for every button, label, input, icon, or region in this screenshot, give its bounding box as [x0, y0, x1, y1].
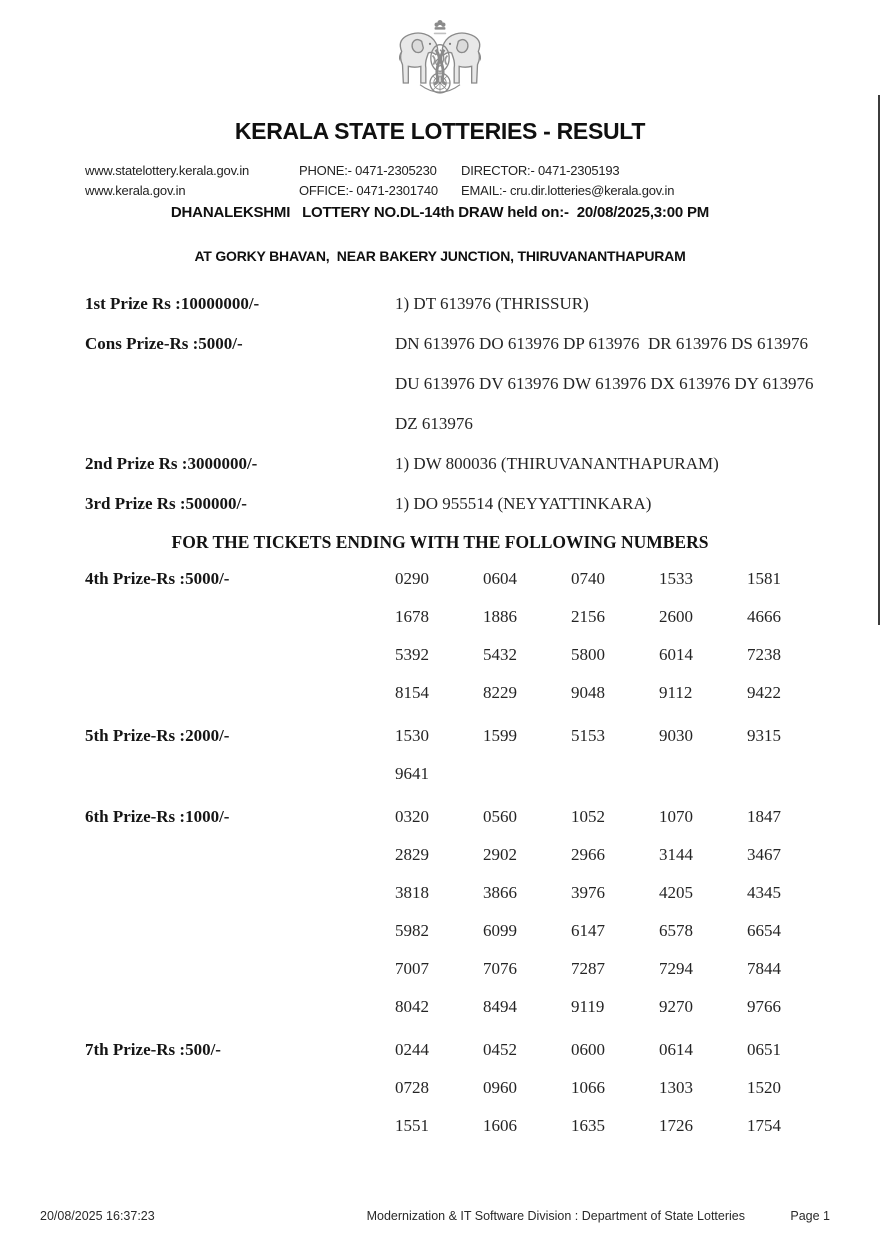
- ending-number: 3818: [395, 883, 429, 902]
- ending-number-list: [395, 569, 835, 589]
- ending-number: 1606: [483, 1116, 517, 1135]
- prize-winning-numbers: DZ 613976: [395, 414, 473, 433]
- ending-number: 5982: [395, 921, 429, 940]
- kerala-website-link[interactable]: www.kerala.gov.in: [85, 183, 186, 198]
- email-address[interactable]: EMAIL:- cru.dir.lotteries@kerala.gov.in: [461, 183, 675, 198]
- ending-prizes-section: [0, 560, 880, 1145]
- contact-row-2: [85, 181, 880, 201]
- ending-number: 1847: [747, 807, 781, 826]
- ending-number-list: [395, 921, 835, 941]
- ending-number: 8229: [483, 683, 517, 702]
- prize-label: 3rd Prize Rs :500000/-: [85, 494, 247, 513]
- contact-row-1: [85, 161, 880, 181]
- prize-winning-numbers: 1) DT 613976 (THRISSUR): [395, 294, 589, 313]
- ending-number: 0452: [483, 1040, 517, 1059]
- prize-label: 2nd Prize Rs :3000000/-: [85, 454, 258, 473]
- ending-number: 6654: [747, 921, 781, 940]
- prize-row: [85, 284, 880, 324]
- ending-prize-row: [85, 717, 880, 755]
- ending-number: 6099: [483, 921, 517, 940]
- ending-number: 9315: [747, 726, 781, 745]
- ending-number: 3467: [747, 845, 781, 864]
- ending-number: 0244: [395, 1040, 429, 1059]
- contact-block: [85, 161, 880, 201]
- ending-number: 1530: [395, 726, 429, 745]
- lion-capital-icon: [434, 20, 447, 34]
- ending-number: 1581: [747, 569, 781, 588]
- ending-number: 0560: [483, 807, 517, 826]
- prize-row: [85, 404, 880, 444]
- ending-number: 9030: [659, 726, 693, 745]
- ending-prize-row: [85, 755, 880, 793]
- ending-number: 1551: [395, 1116, 429, 1135]
- ending-prize-row: [85, 874, 880, 912]
- footer-division-text: Modernization & IT Software Division : Department of State Lotteries: [366, 1209, 745, 1223]
- ending-number: 1726: [659, 1116, 693, 1135]
- ending-number: 5800: [571, 645, 605, 664]
- ending-number: 1070: [659, 807, 693, 826]
- ending-number-list: [395, 883, 835, 903]
- ending-number-list: [395, 1040, 835, 1060]
- prize-row: [85, 364, 880, 404]
- footer-page-number: Page 1: [790, 1209, 830, 1223]
- ending-number-list: [395, 807, 835, 827]
- draw-title-line: DHANALEKSHMI LOTTERY NO.DL-14th DRAW held on:- 20/08/2025,3:00 PM: [170, 204, 710, 221]
- ending-number: 5432: [483, 645, 517, 664]
- ending-prize-row: [85, 674, 880, 712]
- ending-number: 9112: [659, 683, 693, 702]
- prize-winning-numbers: 1) DW 800036 (THIRUVANANTHAPURAM): [395, 454, 719, 473]
- prize-row: [85, 484, 880, 524]
- ending-number: 6014: [659, 645, 693, 664]
- ending-prize-row: [85, 836, 880, 874]
- ending-number-list: [395, 607, 835, 627]
- ending-number-list: [395, 1116, 835, 1136]
- ending-number: 9422: [747, 683, 781, 702]
- ending-number-list: [395, 683, 835, 703]
- top-prizes-section: [0, 284, 880, 524]
- ending-prize-group: [0, 798, 880, 1026]
- ending-number: 8494: [483, 997, 517, 1016]
- ending-number: 1520: [747, 1078, 781, 1097]
- ending-number: 8042: [395, 997, 429, 1016]
- prize-label: 4th Prize-Rs :5000/-: [85, 569, 230, 588]
- ending-number: 0600: [571, 1040, 605, 1059]
- ending-number: 1635: [571, 1116, 605, 1135]
- ending-number: 0604: [483, 569, 517, 588]
- ending-number: 0651: [747, 1040, 781, 1059]
- ending-prize-row: [85, 1107, 880, 1145]
- ending-number-list: [395, 845, 835, 865]
- kerala-government-emblem: [390, 8, 490, 108]
- ending-number: 6578: [659, 921, 693, 940]
- ending-prize-row: [85, 1069, 880, 1107]
- prize-label: Cons Prize-Rs :5000/-: [85, 334, 243, 353]
- ending-prize-row: [85, 798, 880, 836]
- ending-prize-row: [85, 912, 880, 950]
- ending-number-list: [395, 997, 835, 1017]
- ending-number-list: [395, 1078, 835, 1098]
- ending-number: 1886: [483, 607, 517, 626]
- ending-number: 0320: [395, 807, 429, 826]
- ending-number: 3866: [483, 883, 517, 902]
- ending-number: 1678: [395, 607, 429, 626]
- ending-number: 9270: [659, 997, 693, 1016]
- ending-number: 2902: [483, 845, 517, 864]
- ending-number-list: [395, 726, 835, 746]
- ending-number: 6147: [571, 921, 605, 940]
- ending-number: 0728: [395, 1078, 429, 1097]
- ending-number: 1052: [571, 807, 605, 826]
- ending-number: 1599: [483, 726, 517, 745]
- ending-number-list: [395, 764, 483, 784]
- office-phone-number: OFFICE:- 0471-2301740: [299, 183, 438, 198]
- ending-number: 1533: [659, 569, 693, 588]
- ending-number: 1066: [571, 1078, 605, 1097]
- prize-label: 7th Prize-Rs :500/-: [85, 1040, 221, 1059]
- ending-number: 7287: [571, 959, 605, 978]
- ending-number: 4205: [659, 883, 693, 902]
- ending-number: 3144: [659, 845, 693, 864]
- ending-number: 4345: [747, 883, 781, 902]
- ending-number: 0960: [483, 1078, 517, 1097]
- ending-number: 2156: [571, 607, 605, 626]
- ending-number: 0614: [659, 1040, 693, 1059]
- kerala-emblem-graphic: [390, 8, 490, 108]
- prize-winning-numbers: 1) DO 955514 (NEYYATTINKARA): [395, 494, 652, 513]
- ending-number: 4666: [747, 607, 781, 626]
- ending-number: 9048: [571, 683, 605, 702]
- ending-prize-row: [85, 560, 880, 598]
- ending-prize-row: [85, 950, 880, 988]
- ending-numbers-heading: FOR THE TICKETS ENDING WITH THE FOLLOWING NUMBERS: [171, 531, 709, 552]
- ending-number: 7076: [483, 959, 517, 978]
- ending-number: 2829: [395, 845, 429, 864]
- ending-number: 9119: [571, 997, 605, 1016]
- ending-number: 7844: [747, 959, 781, 978]
- ending-number: 2600: [659, 607, 693, 626]
- ending-number: 9766: [747, 997, 781, 1016]
- ending-prize-row: [85, 636, 880, 674]
- prize-label: 6th Prize-Rs :1000/-: [85, 807, 230, 826]
- ending-prize-group: [0, 560, 880, 712]
- ending-number: 3976: [571, 883, 605, 902]
- ending-number: 1303: [659, 1078, 693, 1097]
- ending-prize-row: [85, 988, 880, 1026]
- phone-number: PHONE:- 0471-2305230: [299, 163, 437, 178]
- ending-number: 7238: [747, 645, 781, 664]
- statelottery-website-link[interactable]: www.statelottery.kerala.gov.in: [85, 163, 250, 178]
- prize-winning-numbers: DN 613976 DO 613976 DP 613976 DR 613976 DS 613976: [395, 334, 809, 353]
- ending-prize-row: [85, 598, 880, 636]
- prize-winning-numbers: DU 613976 DV 613976 DW 613976 DX 613976 DY 613976: [395, 374, 814, 393]
- ending-prize-group: [0, 717, 880, 793]
- ending-number: 8154: [395, 683, 429, 702]
- prize-row: [85, 324, 880, 364]
- ending-prize-row: [85, 1031, 880, 1069]
- ending-number-list: [395, 645, 835, 665]
- venue-line: AT GORKY BHAVAN, NEAR BAKERY JUNCTION, THIRUVANANTHAPURAM: [194, 248, 686, 264]
- prize-label: 5th Prize-Rs :2000/-: [85, 726, 230, 745]
- ending-number: 0290: [395, 569, 429, 588]
- footer-timestamp: 20/08/2025 16:37:23: [40, 1209, 155, 1223]
- ending-number: 1754: [747, 1116, 781, 1135]
- prize-row: [85, 444, 880, 484]
- page-footer: [0, 1206, 880, 1228]
- ending-number: 7007: [395, 959, 429, 978]
- director-phone-number: DIRECTOR:- 0471-2305193: [461, 163, 620, 178]
- ending-number: 5392: [395, 645, 429, 664]
- page-title: KERALA STATE LOTTERIES - RESULT: [234, 118, 646, 144]
- ending-number: 2966: [571, 845, 605, 864]
- ending-number: 5153: [571, 726, 605, 745]
- ending-number-list: [395, 959, 835, 979]
- prize-label: 1st Prize Rs :10000000/-: [85, 294, 260, 313]
- ending-number: 7294: [659, 959, 693, 978]
- ending-number: 0740: [571, 569, 605, 588]
- ending-number: 9641: [395, 764, 429, 783]
- ending-prize-group: [0, 1031, 880, 1145]
